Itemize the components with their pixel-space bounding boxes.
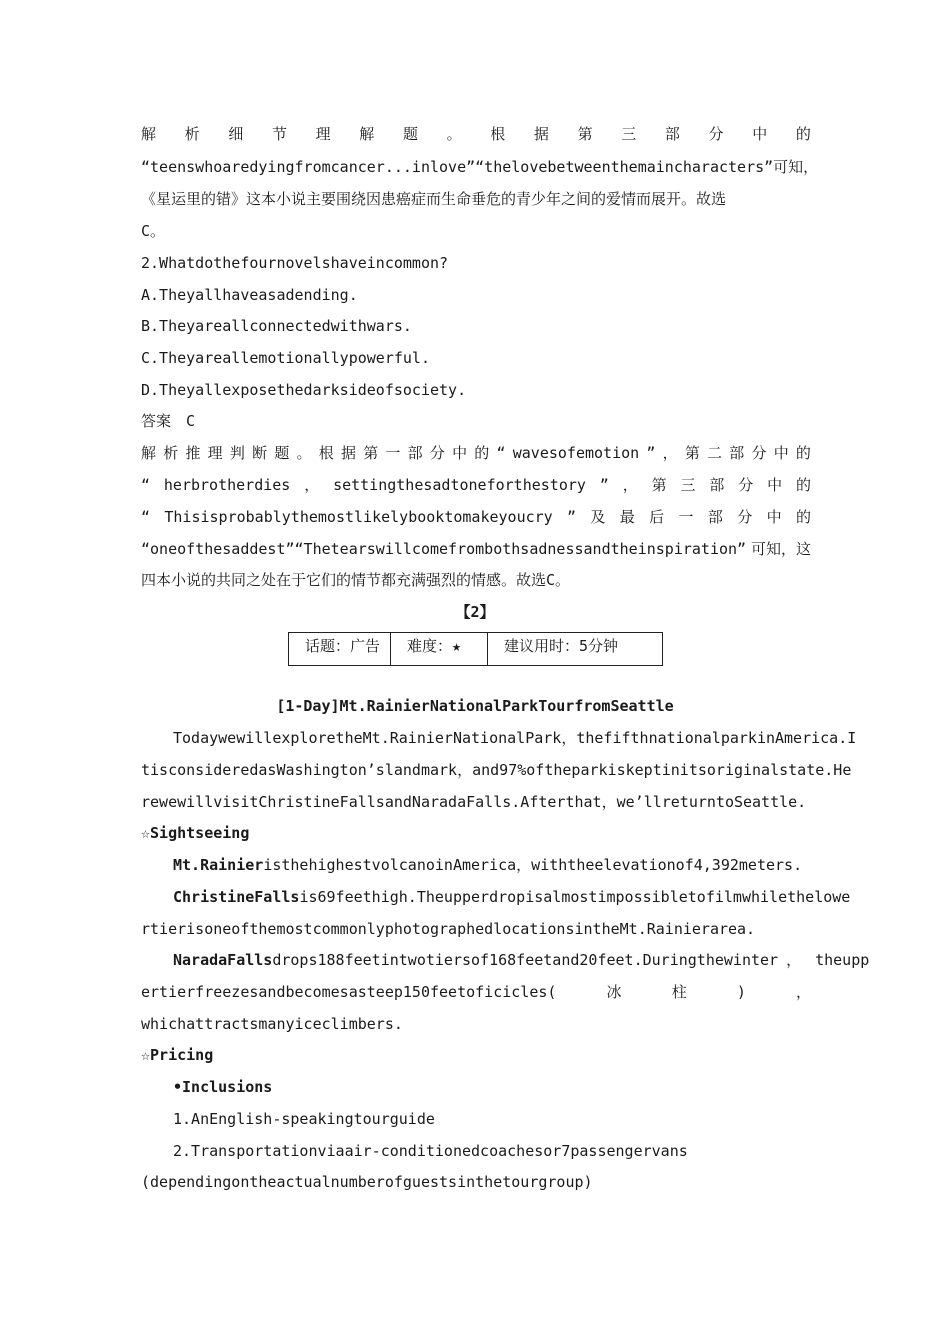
topic-cell: 话题：广告 (289, 633, 391, 666)
narada-line2-part: 柱 (671, 983, 687, 1001)
analysis2-line3 (141, 507, 811, 527)
christine-text: is69feethigh.Theupperdropisalmostimpossibletofilmwhilethelowe (299, 888, 851, 906)
analysis2-line3-part: 的 (795, 508, 811, 526)
intro-line2: tisconsideredasWashington’slandmark，and97%oftheparkiskeptinitsoriginalstate.He (141, 761, 852, 779)
analysis2-line1-part: 的 (474, 444, 490, 462)
analysis2-line1-part: 第 (363, 444, 379, 462)
narada-text: drops188feetintwotiersof168feetand20feet.Duringthewinter (272, 951, 779, 969)
analysis2-line1-part: 题 (274, 444, 290, 462)
analysis2-line1-part: 部 (407, 444, 423, 462)
analysis1-line1-part: 分 (708, 125, 724, 143)
analysis2-line1-part: 判 (229, 444, 245, 462)
analysis2-line2-part: 三 (680, 476, 696, 494)
analysis2-line2-part: settingthesadtoneforthestory (333, 476, 586, 494)
narada-comma: ， (786, 951, 802, 969)
analysis2-line1-part: 的 (795, 444, 811, 462)
analysis2-line1-part: ” (646, 444, 656, 462)
analysis1-line1-part: 题 (402, 125, 418, 143)
analysis1-line1-part: 第 (577, 125, 593, 143)
analysis2-line1-part: 中 (452, 444, 468, 462)
analysis2-line1-part: 断 (252, 444, 268, 462)
analysis2-line1-part: 理 (207, 444, 223, 462)
narada-line2-part: ) (736, 983, 746, 1001)
analysis1-line2-part: etweenthemaincharacters”可知， (556, 158, 819, 176)
christine-paragraph (173, 887, 851, 907)
analysis2-line2-part: 第 (651, 476, 667, 494)
analysis1-line2-part: “teenswhoaredyingfromcancer...inlove”“theloveb (141, 158, 557, 176)
passage-title (0, 696, 950, 716)
analysis2-line2-part: herbrotherdies (163, 476, 291, 494)
analysis2-line1-part: 部 (729, 444, 745, 462)
analysis2-line1-part: 分 (751, 444, 767, 462)
analysis2-line3-part: ” (567, 508, 577, 526)
inclusions-heading: •Inclusions (173, 1078, 273, 1096)
pricing-heading: ☆Pricing (141, 1046, 214, 1064)
analysis2-line2-part: 的 (795, 476, 811, 494)
option-a: A.Theyallhaveasadending. (141, 286, 358, 304)
analysis2-line3-part: 最 (619, 508, 635, 526)
option-b: B.Theyareallconnectedwithwars. (141, 317, 412, 335)
sightseeing-heading: ☆Sightseeing (141, 824, 250, 842)
narada-line2-part: ， (795, 983, 811, 1001)
answer: 答案 C (141, 412, 196, 430)
intro-line3: rewewillvisitChristineFallsandNaradaFalls.Afterthat，we’llreturntoSeattle. (141, 793, 807, 811)
analysis1-line1-part: 据 (533, 125, 549, 143)
analysis2-line2 (141, 475, 811, 495)
analysis2-line1-part: 。 (296, 444, 312, 462)
question-stem: 2.Whatdothefournovelshaveincommon? (141, 254, 449, 272)
analysis1-line1-part: 中 (752, 125, 768, 143)
analysis1-line4: C。 (141, 222, 166, 240)
analysis2-line1-part: 据 (340, 444, 356, 462)
analysis2-line3-part: Thisisprobablythemostlikelybooktomakeyoucry (164, 508, 553, 526)
analysis1-line1-part: 理 (315, 125, 331, 143)
narada-line3: whichattractsmanyiceclimbers. (141, 1015, 403, 1033)
difficulty-cell: 难度：★ (391, 633, 488, 666)
analysis2-line1 (141, 443, 811, 463)
narada-line2 (141, 982, 811, 1002)
analysis2-line2-part: ， (622, 476, 638, 494)
analysis1-line2 (141, 157, 819, 177)
analysis1-line1-part: 根 (490, 125, 506, 143)
analysis1-line1-part: 部 (664, 125, 680, 143)
passage-title-text: [1-Day]Mt.RainierNationalParkTourfromSeattle (276, 697, 674, 715)
rainier-name: Mt.Rainier (173, 856, 264, 874)
analysis1-line1-part: 细 (228, 125, 244, 143)
analysis2-line4-part: 可知，这 (750, 540, 811, 558)
analysis1-line1-part: 的 (795, 125, 811, 143)
inclusion-1: 1.AnEnglish-speakingtourguide (173, 1110, 435, 1128)
analysis2-line3-part: 一 (678, 508, 694, 526)
analysis2-line1-part: 第 (684, 444, 700, 462)
section-number: 【2】 (455, 603, 495, 621)
analysis1-line1-part: 析 (184, 125, 200, 143)
analysis2-line1-part: “ (496, 444, 506, 462)
analysis2-line3-part: “ (141, 508, 151, 526)
analysis2-line1-part: 一 (385, 444, 401, 462)
inclusion-2-cont: (dependingontheactualnumberofguestsinthetourgroup) (141, 1173, 593, 1191)
christine-name: ChristineFalls (173, 888, 300, 906)
narada-text-end: theupp (815, 951, 870, 969)
analysis2-line2-part: 部 (709, 476, 725, 494)
analysis1-line1-part: 三 (621, 125, 637, 143)
analysis1-line3: 《星运里的错》这本小说主要围绕因患癌症而生命垂危的青少年之间的爱情而展开。故选 (141, 190, 727, 208)
section-meta-table (288, 632, 663, 666)
narada-paragraph (173, 950, 870, 970)
analysis2-line2-part: 分 (738, 476, 754, 494)
narada-line2-part: ertierfreezesandbecomesasteep150feetoficicles( (141, 983, 557, 1001)
analysis1-line1-part: 节 (271, 125, 287, 143)
analysis2-line3-part: 后 (649, 508, 665, 526)
time-cell: 建议用时：5分钟 (488, 633, 663, 666)
analysis2-line1-part: 分 (429, 444, 445, 462)
analysis2-line2-part: 中 (767, 476, 783, 494)
rainier-paragraph (173, 855, 813, 875)
intro-line1: TodaywewillexploretheMt.RainierNationalPark，thefifthnationalparkinAmerica.I (173, 729, 857, 747)
option-d: D.Theyallexposethedarksideofsociety. (141, 381, 467, 399)
analysis1-line1-part: 。 (446, 125, 462, 143)
analysis2-line2-part: “ (141, 476, 151, 494)
analysis2-line3-part: 部 (707, 508, 723, 526)
inclusion-2: 2.Transportationviaair-conditionedcoachesor7passengervans (173, 1142, 688, 1160)
analysis1-line1 (141, 124, 811, 144)
option-c: C.Theyareallemotionallypowerful. (141, 349, 430, 367)
rainier-text: isthehighestvolcanoinAmerica，withtheelevationof4,392meters. (263, 856, 803, 874)
analysis2-line2-part: ， (304, 476, 320, 494)
analysis2-line4-part: “oneofthesaddest”“Thetearswillcomefrombothsadnessandtheinspiration” (141, 540, 747, 558)
christine-line2: rtierisoneofthemostcommonlyphotographedlocationsintheMt.Rainierarea. (141, 920, 756, 938)
analysis2-line4 (141, 539, 811, 559)
analysis2-line1-part: 根 (318, 444, 334, 462)
analysis2-line5: 四本小说的共同之处在于它们的情节都充满强烈的情感。故选C。 (141, 571, 571, 589)
analysis2-line1-part: 推 (185, 444, 201, 462)
narada-name: NaradaFalls (173, 951, 273, 969)
analysis1-line1-part: 解 (359, 125, 375, 143)
analysis2-line1-part: 解 (141, 444, 157, 462)
analysis2-line2-part: ” (599, 476, 609, 494)
analysis1-line1-part: 解 (141, 125, 157, 143)
analysis2-line1-part: 析 (163, 444, 179, 462)
analysis2-line1-part: 中 (773, 444, 789, 462)
analysis2-line3-part: 中 (766, 508, 782, 526)
analysis2-line1-part: wavesofemotion (512, 444, 640, 462)
analysis2-line3-part: 及 (590, 508, 606, 526)
analysis2-line1-part: 二 (707, 444, 723, 462)
analysis2-line3-part: 分 (737, 508, 753, 526)
narada-line2-part: 冰 (606, 983, 622, 1001)
analysis2-line1-part: ， (662, 444, 678, 462)
